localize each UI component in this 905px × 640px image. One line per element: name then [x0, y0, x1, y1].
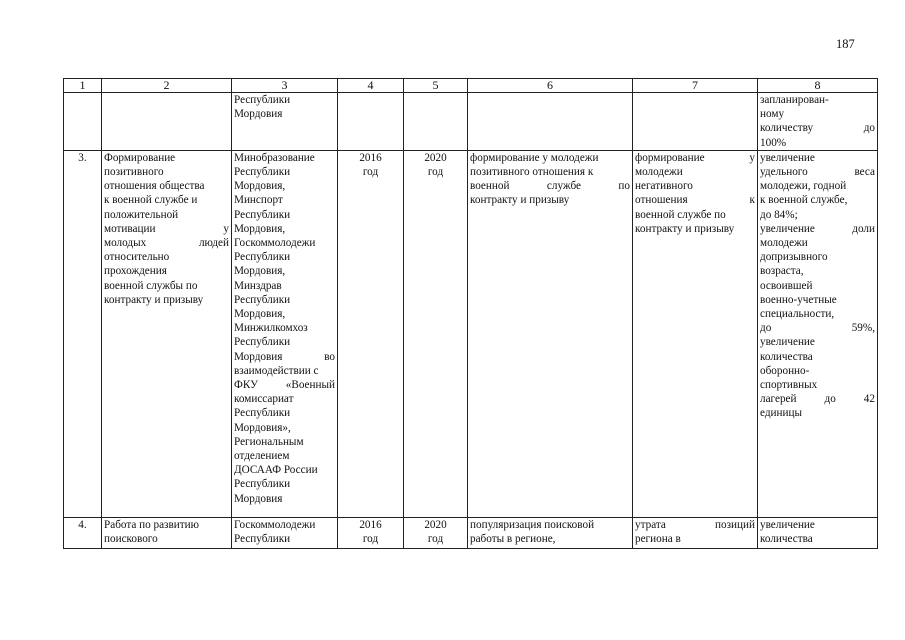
- cell-line: контракту и призыву: [104, 293, 204, 306]
- cell-end-year: [404, 517, 468, 548]
- cell-line: год: [427, 166, 444, 179]
- cell-measure-name: [102, 93, 232, 151]
- cell-line: Республики: [234, 478, 291, 491]
- cell-line: контракту и призыву: [635, 222, 735, 235]
- cell-line: Республики: [234, 336, 291, 349]
- cell-line: запланирован-: [760, 94, 829, 106]
- cell-line: Республики: [234, 166, 291, 179]
- cell-line: позитивного отношения к: [470, 166, 594, 179]
- cell-line: увеличение: [760, 151, 815, 164]
- cell-line: к военной службе и: [104, 194, 198, 207]
- cell-line: увеличение: [760, 336, 815, 349]
- cell-line: Госкоммолодежи: [234, 518, 316, 531]
- cell-number: 4.: [64, 517, 102, 548]
- header-cell: 6: [468, 79, 633, 93]
- cell-line: год: [427, 533, 444, 546]
- cell-line: Республики: [234, 533, 291, 546]
- cell-line: количеству до: [760, 122, 875, 135]
- cell-line: Работа по развитию: [104, 518, 199, 531]
- cell-line: формирование у: [635, 151, 755, 164]
- cell-line: к военной службе,: [760, 194, 848, 207]
- cell-executors: [232, 93, 338, 151]
- cell-line: позитивного: [104, 166, 164, 179]
- cell-line: молодых людей: [104, 237, 229, 250]
- cell-line: ному: [760, 108, 785, 121]
- cell-line: молодежи: [760, 237, 808, 250]
- cell-line: прохождения: [104, 265, 167, 278]
- cell-line: популяризация поисковой: [470, 518, 595, 531]
- cell-line: 2016: [359, 151, 382, 164]
- cell-line: военной службе по: [470, 180, 630, 193]
- cell-line: Республики: [234, 251, 291, 264]
- cell-line: ФКУ «Военный: [234, 379, 335, 392]
- cell-line: молодежи, годной: [760, 180, 847, 193]
- cell-line: Минздрав: [234, 279, 282, 292]
- cell-line: 2020: [424, 518, 447, 531]
- cell-line: оборонно-: [760, 364, 810, 377]
- cell-line: относительно: [104, 251, 170, 264]
- cell-line: положительной: [104, 208, 179, 221]
- table-row: [64, 93, 878, 151]
- cell-line: Мордовия,: [234, 222, 286, 235]
- cell-line: поискового: [104, 533, 158, 546]
- cell-end-year: [404, 93, 468, 151]
- header-cell: 7: [633, 79, 758, 93]
- cell-number: [64, 93, 102, 151]
- cell-line: увеличение: [760, 518, 815, 531]
- cell-line: до 84%;: [760, 208, 798, 221]
- cell-risk: [633, 517, 758, 548]
- cell-line: допризывного: [760, 251, 828, 264]
- cell-line: Мордовия во: [234, 350, 335, 363]
- cell-line: ДОСААФ России: [234, 464, 318, 477]
- cell-risk: [633, 93, 758, 151]
- cell-line: Республики: [234, 94, 291, 106]
- header-cell: 1: [64, 79, 102, 93]
- table-row: [64, 517, 878, 548]
- cell-line: 2020: [424, 151, 447, 164]
- cell-line: комиссариат: [234, 393, 294, 406]
- header-cell: 2: [102, 79, 232, 93]
- cell-line: до 59%,: [760, 322, 875, 335]
- page-number: 187: [836, 37, 855, 51]
- cell-line: лагерей до 42: [760, 393, 875, 406]
- cell-line: взаимодействии с: [234, 364, 319, 377]
- cell-line: возраста,: [760, 265, 804, 278]
- cell-line: Минжилкомхоз: [234, 322, 308, 335]
- cell-line: Республики: [234, 293, 291, 306]
- cell-line: Минспорт: [234, 194, 283, 207]
- cell-line: Минобразование: [234, 151, 315, 164]
- header-cell: 5: [404, 79, 468, 93]
- cell-end-year: [404, 150, 468, 517]
- cell-line: увеличение доли: [760, 222, 875, 235]
- cell-line: Мордовия»,: [234, 421, 291, 434]
- cell-result: [758, 93, 878, 151]
- cell-line: мотивации у: [104, 222, 229, 235]
- cell-start-year: [338, 150, 404, 517]
- cell-line: Региональным: [234, 435, 304, 448]
- cell-line: год: [362, 533, 379, 546]
- cell-start-year: [338, 517, 404, 548]
- header-cell: 4: [338, 79, 404, 93]
- cell-activity: [468, 93, 633, 151]
- cell-line: спортивных: [760, 379, 818, 392]
- cell-line: Формирование: [104, 151, 176, 164]
- cell-measure-name: [102, 150, 232, 517]
- cell-number: 3.: [64, 150, 102, 517]
- cell-line: Мордовия,: [234, 265, 286, 278]
- cell-line: год: [362, 166, 379, 179]
- cell-start-year: [338, 93, 404, 151]
- cell-activity: [468, 150, 633, 517]
- cell-line: работы в регионе,: [470, 533, 556, 546]
- cell-line: военной службы по: [104, 279, 198, 292]
- cell-line: количества: [760, 350, 813, 363]
- cell-line: Мордовия,: [234, 180, 286, 193]
- cell-line: удельного веса: [760, 166, 875, 179]
- cell-result: [758, 517, 878, 548]
- cell-line: 2016: [359, 518, 382, 531]
- cell-line: Мордовия: [234, 108, 283, 121]
- cell-line: военной службе по: [635, 208, 726, 221]
- cell-line: специальности,: [760, 308, 835, 321]
- cell-line: Мордовия: [234, 492, 283, 505]
- table-header-row: [64, 79, 878, 93]
- cell-line: количества: [760, 533, 813, 546]
- cell-line: негативного: [635, 180, 693, 193]
- measures-table: [63, 78, 878, 549]
- cell-line: Госкоммолодежи: [234, 237, 316, 250]
- cell-executors: [232, 517, 338, 548]
- cell-line: военно-учетные: [760, 293, 837, 306]
- cell-line: Республики: [234, 208, 291, 221]
- cell-line: утрата позиций: [635, 518, 755, 531]
- cell-line: контракту и призыву: [470, 194, 570, 207]
- header-cell: 3: [232, 79, 338, 93]
- cell-line: отделением: [234, 450, 290, 463]
- cell-line: 100%: [760, 136, 787, 149]
- cell-measure-name: [102, 517, 232, 548]
- cell-activity: [468, 517, 633, 548]
- table-row: [64, 150, 878, 517]
- cell-line: единицы: [760, 407, 802, 420]
- cell-executors: [232, 150, 338, 517]
- cell-line: отношения к: [635, 194, 755, 207]
- cell-line: региона в: [635, 533, 681, 546]
- cell-line: отношения общества: [104, 180, 205, 193]
- cell-line: молодежи: [635, 166, 683, 179]
- cell-line: Мордовия,: [234, 308, 286, 321]
- cell-line: Республики: [234, 407, 291, 420]
- cell-line: формирование у молодежи: [470, 151, 599, 164]
- header-cell: 8: [758, 79, 878, 93]
- cell-line: освоившей: [760, 279, 813, 292]
- cell-result: [758, 150, 878, 517]
- cell-risk: [633, 150, 758, 517]
